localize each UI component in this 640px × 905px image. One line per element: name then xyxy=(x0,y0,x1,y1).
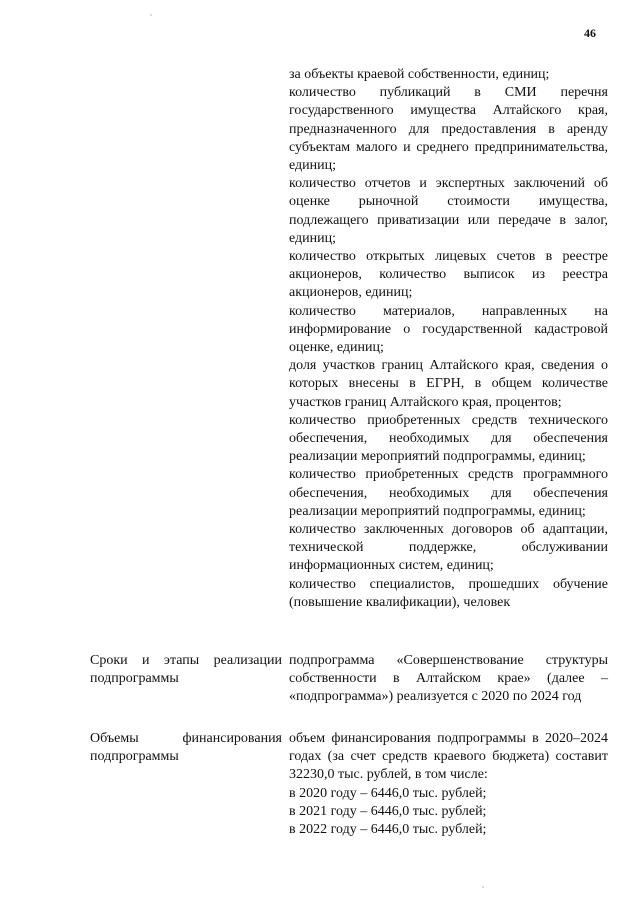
indicator-item: за объекты краевой собственности, единиц; xyxy=(289,67,550,82)
indicator-item: количество открытых лицевых счетов в реестре акционеров, количество выписок из реестра акционеров, единиц; xyxy=(289,249,608,301)
terms-value: подпрограмма «Совершенствование структуры собственности в Алтайском крае» (далее – «подпрограмма») реализуется с 2020 по 2024 год xyxy=(289,653,608,705)
financing-label: Объемы финансирования подпрограммы xyxy=(90,731,282,765)
indicator-item: количество материалов, направленных на информирование о государственной кадастровой оценке, единиц; xyxy=(289,303,608,356)
indicator-item: количество публикаций в СМИ перечня государственного имущества Алтайского края, предназначенного для предоставления в аренду субъектам малого и среднего предпринимательства, единиц; xyxy=(289,85,608,174)
indicator-item: количество приобретенных средств программного обеспечения, необходимых для обеспечения реализации мероприятий подпрограммы, единиц; xyxy=(289,467,608,519)
financing-value xyxy=(289,730,608,839)
financing-year: в 2022 году – 6446,0 тыс. рублей; xyxy=(289,822,487,838)
scan-speck xyxy=(482,886,484,888)
financing-year: в 2020 году – 6446,0 тыс. рублей; xyxy=(289,785,487,801)
indicator-item: количество приобретенных средств технического обеспечения, необходимых для обеспечения реализации мероприятий подпрограммы, единиц; xyxy=(289,412,608,465)
financing-intro: объем финансирования подпрограммы в 2020–2024 годах (за счет средств краевого бюджета) составит 32230,0 тыс. рублей, в том числе: xyxy=(289,731,608,783)
terms-label: Сроки и этапы реализации подпрограммы xyxy=(90,653,282,687)
indicator-item: доля участков границ Алтайского края, сведения о которых внесены в ЕГРН, в общем количестве участков границ Алтайского края, процентов; xyxy=(289,358,608,410)
financing-year: в 2021 году – 6446,0 тыс. рублей; xyxy=(289,803,487,819)
indicators-list xyxy=(289,66,608,612)
page-number: 46 xyxy=(584,26,596,40)
indicator-item: количество специалистов, прошедших обучение (повышение квалификации), человек xyxy=(289,576,608,610)
indicator-item: количество отчетов и экспертных заключений об оценке рыночной стоимости имущества, подлежащего приватизации или передаче в залог, единиц; xyxy=(289,176,608,246)
scan-speck xyxy=(150,14,152,16)
indicator-item: количество заключенных договоров об адаптации, технической поддержке, обслуживании информационных систем, единиц; xyxy=(289,522,608,574)
